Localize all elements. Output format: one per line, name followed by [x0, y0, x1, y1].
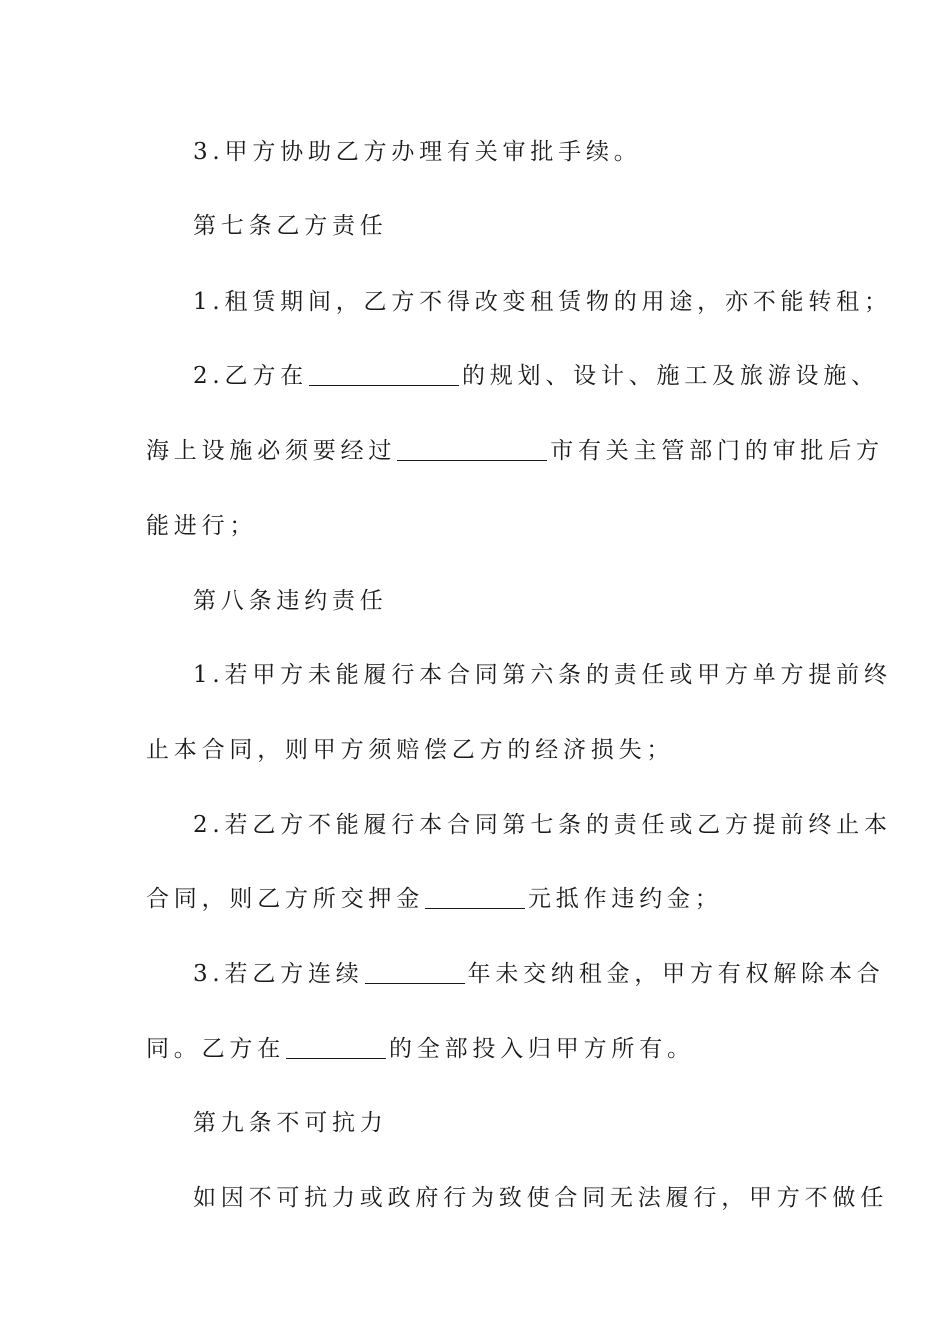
text-run: 的规划、设计、施工及旅游设施、 — [461, 363, 879, 389]
text-run: 合同，则乙方所交押金 — [146, 886, 424, 912]
paragraph-clause-9 — [0, 1178, 950, 1218]
text-run: 如因不可抗力或政府行为致使合同无法履行，甲方不做任 — [193, 1185, 888, 1211]
paragraph-continuation — [0, 1029, 950, 1069]
text-run: 止本合同，则甲方须赔偿乙方的经济损失； — [146, 737, 675, 763]
fill-in-blank — [397, 438, 547, 461]
text-run: 第七条乙方责任 — [193, 213, 388, 239]
paragraph-clause-8-item-1 — [0, 655, 950, 695]
text-run: 市有关主管部门的审批后方 — [550, 438, 884, 464]
paragraph-continuation — [0, 730, 950, 770]
text-run: 同。乙方在 — [146, 1036, 285, 1062]
paragraph-clause-8-item-2 — [0, 805, 950, 845]
text-run: 第九条不可抗力 — [193, 1110, 388, 1136]
text-run: 1.若甲方未能履行本合同第六条的责任或甲方单方提前终 — [193, 662, 892, 688]
text-run: 海上设施必须要经过 — [146, 438, 397, 464]
paragraph-continuation — [0, 506, 950, 546]
text-run: 2.若乙方不能履行本合同第七条的责任或乙方提前终止本 — [193, 812, 892, 838]
fill-in-blank — [425, 886, 525, 909]
fill-in-blank — [309, 363, 459, 386]
text-run: 能进行； — [146, 513, 258, 539]
paragraph-continuation — [0, 431, 950, 471]
heading-article-9 — [0, 1103, 950, 1143]
text-run: 元抵作违约金； — [528, 886, 723, 912]
fill-in-blank — [365, 961, 465, 984]
text-run: 年未交纳租金，甲方有权解除本合 — [467, 961, 885, 987]
text-run: 1.租赁期间，乙方不得改变租赁物的用途，亦不能转租； — [193, 289, 892, 315]
text-run: 2.乙方在 — [193, 363, 308, 389]
paragraph-clause-6-item-3 — [0, 132, 950, 172]
heading-article-8 — [0, 581, 950, 621]
text-run: 的全部投入归甲方所有。 — [389, 1036, 695, 1062]
text-run: 3.甲方协助乙方办理有关审批手续。 — [193, 139, 642, 165]
text-run: 3.若乙方连续 — [193, 961, 364, 987]
paragraph-clause-8-item-3 — [0, 954, 950, 994]
paragraph-clause-7-item-1 — [0, 282, 950, 322]
heading-article-7 — [0, 206, 950, 246]
paragraph-clause-7-item-2 — [0, 356, 950, 396]
paragraph-continuation — [0, 879, 950, 919]
fill-in-blank — [286, 1036, 386, 1059]
text-run: 第八条违约责任 — [193, 588, 388, 614]
